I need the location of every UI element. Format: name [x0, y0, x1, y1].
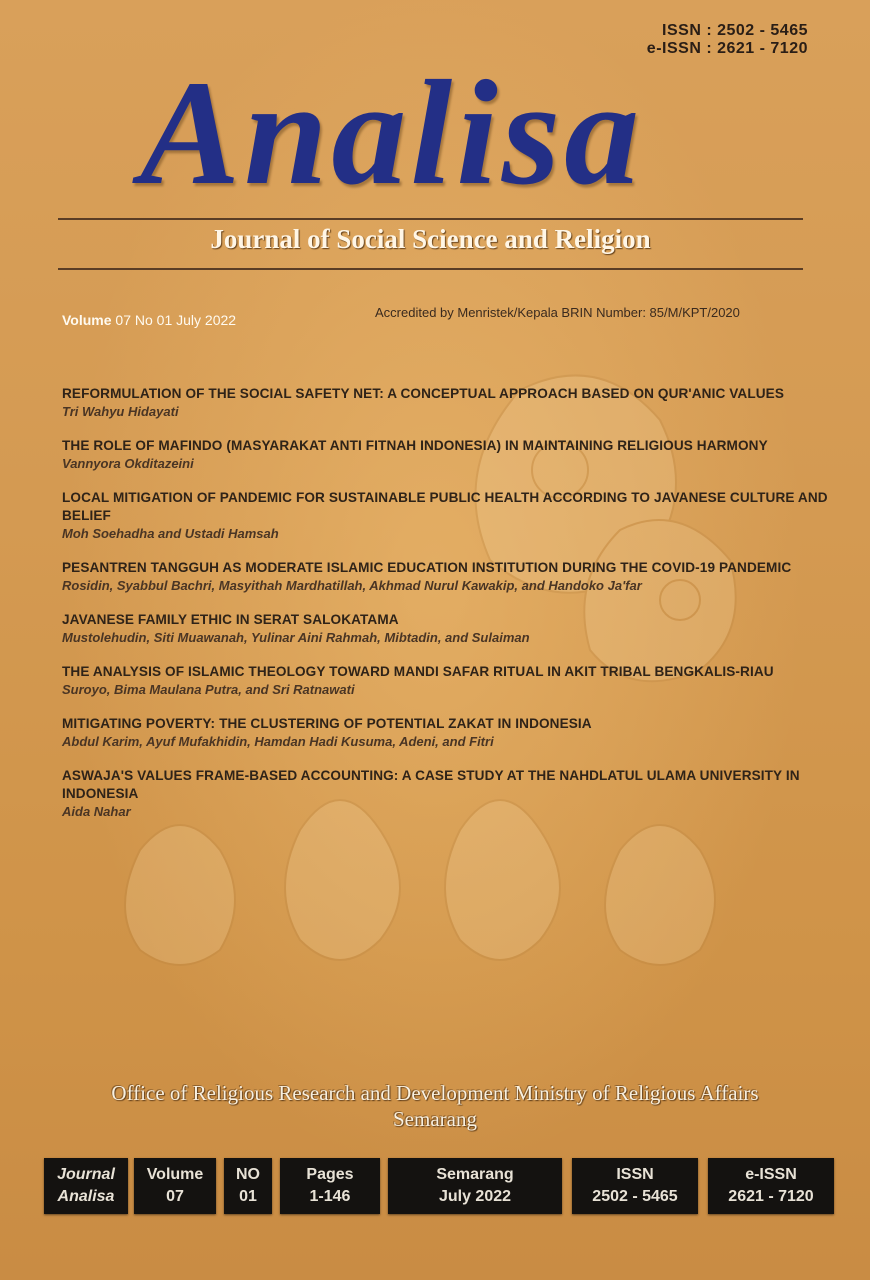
publisher-office-city: Semarang	[393, 1107, 477, 1131]
info-box-label: Pages	[306, 1166, 354, 1183]
article-entry	[62, 663, 842, 698]
info-box-issn	[572, 1158, 698, 1214]
issn-print: ISSN : 2502 - 5465	[662, 22, 808, 39]
info-box-place-date	[388, 1158, 562, 1214]
title-rule-bottom	[58, 268, 803, 270]
issn-block	[647, 22, 808, 58]
article-authors: Mustolehudin, Siti Muawanah, Yulinar Aini Rahmah, Mibtadin, and Sulaiman	[62, 630, 530, 645]
article-authors: Vannyora Okditazeini	[62, 456, 194, 471]
info-box-eissn	[708, 1158, 834, 1214]
article-entry	[62, 489, 842, 542]
article-authors: Rosidin, Syabbul Bachri, Masyithah Mardhatillah, Akhmad Nurul Kawakip, and Handoko Ja'far	[62, 578, 642, 593]
info-box-value: Analisa	[57, 1188, 115, 1205]
article-entry	[62, 559, 842, 594]
info-box-journal	[44, 1158, 128, 1214]
accreditation-note: Accredited by Menristek/Kepala BRIN Number: 85/M/KPT/2020	[375, 305, 740, 320]
issue-volume	[62, 312, 236, 328]
article-entry	[62, 385, 842, 420]
title-rule-top	[58, 218, 803, 220]
article-title: PESANTREN TANGGUH AS MODERATE ISLAMIC EDUCATION INSTITUTION DURING THE COVID-19 PANDEMIC	[62, 560, 792, 575]
info-box-number	[224, 1158, 272, 1214]
info-box-volume	[134, 1158, 216, 1214]
issn-online: e-ISSN : 2621 - 7120	[646, 40, 808, 57]
article-entry	[62, 437, 842, 472]
info-box-value: July 2022	[438, 1188, 512, 1205]
info-box-label: e-ISSN	[745, 1166, 797, 1183]
volume-details: 07 No 01 July 2022	[115, 312, 237, 328]
article-title: THE ROLE OF MAFINDO (MASYARAKAT ANTI FITNAH INDONESIA) IN MAINTAINING RELIGIOUS HARMONY	[62, 438, 768, 453]
article-authors: Aida Nahar	[62, 804, 131, 819]
article-entry	[62, 767, 842, 820]
info-box-pages	[280, 1158, 380, 1214]
volume-label: Volume	[62, 312, 112, 328]
info-box-label: Volume	[146, 1166, 204, 1183]
article-authors: Abdul Karim, Ayuf Mufakhidin, Hamdan Hadi Kusuma, Adeni, and Fitri	[62, 734, 494, 749]
article-entry	[62, 715, 842, 750]
info-box-label: Journal	[57, 1166, 115, 1183]
info-box-label: NO	[236, 1166, 260, 1183]
publisher-office	[30, 1080, 840, 1132]
article-authors: Suroyo, Bima Maulana Putra, and Sri Ratnawati	[62, 682, 355, 697]
article-entry	[62, 611, 842, 646]
publisher-office-name: Office of Religious Research and Development Ministry of Religious Affairs	[111, 1081, 759, 1105]
article-title: ASWAJA'S VALUES FRAME-BASED ACCOUNTING: A CASE STUDY AT THE NAHDLATUL ULAMA UNIVERSITY IN INDONESIA	[62, 768, 800, 801]
article-title: JAVANESE FAMILY ETHIC IN SERAT SALOKATAMA	[62, 612, 399, 627]
article-title: MITIGATING POVERTY: THE CLUSTERING OF POTENTIAL ZAKAT IN INDONESIA	[62, 716, 592, 731]
article-title: REFORMULATION OF THE SOCIAL SAFETY NET: A CONCEPTUAL APPROACH BASED ON QUR'ANIC VALUES	[62, 386, 785, 401]
info-box-label: Semarang	[436, 1166, 514, 1183]
info-box-value: 2621 - 7120	[728, 1188, 814, 1205]
info-box-label: ISSN	[616, 1166, 654, 1183]
info-box-value: 01	[239, 1188, 257, 1205]
article-authors: Tri Wahyu Hidayati	[62, 404, 179, 419]
info-box-value: 2502 - 5465	[592, 1188, 678, 1205]
info-box-value: 07	[166, 1188, 184, 1205]
article-title: LOCAL MITIGATION OF PANDEMIC FOR SUSTAINABLE PUBLIC HEALTH ACCORDING TO JAVANESE CULTURE AND BELIEF	[62, 490, 828, 523]
journal-title: Analisa	[140, 50, 644, 216]
table-of-contents	[62, 385, 842, 837]
article-title: THE ANALYSIS OF ISLAMIC THEOLOGY TOWARD MANDI SAFAR RITUAL IN AKIT TRIBAL BENGKALIS-RIAU	[62, 664, 774, 679]
info-box-value: 1-146	[309, 1188, 351, 1205]
article-authors: Moh Soehadha and Ustadi Hamsah	[62, 526, 279, 541]
journal-subtitle: Journal of Social Science and Religion	[210, 224, 651, 254]
issue-info-boxes	[0, 1158, 870, 1218]
